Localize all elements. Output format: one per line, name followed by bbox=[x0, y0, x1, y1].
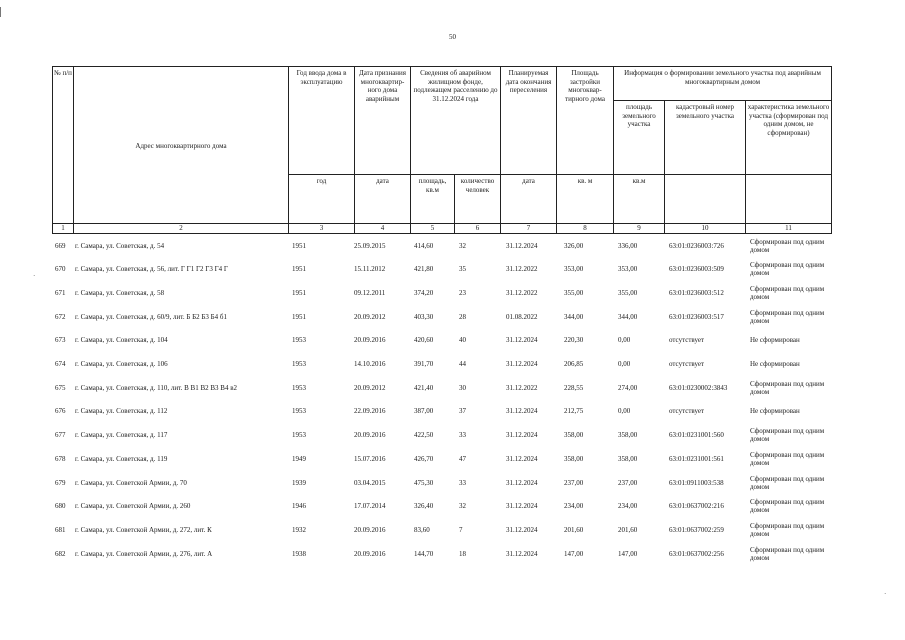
row-planned-date: 31.12.2022 bbox=[506, 383, 538, 392]
row-planned-date: 31.12.2024 bbox=[506, 360, 538, 368]
row-planned-date: 31.12.2024 bbox=[506, 407, 538, 416]
row-characteristic: Сформирован под одним домом bbox=[750, 284, 825, 301]
header-address: Адрес многоквартирного дома bbox=[74, 67, 289, 224]
row-land-area: 201,60 bbox=[618, 525, 638, 534]
table-row bbox=[52, 376, 831, 399]
header-building-area: Площадь застройки многоквар-тирного дома bbox=[557, 67, 614, 175]
row-people: 32 bbox=[459, 502, 466, 511]
row-number: 670 bbox=[55, 265, 66, 274]
row-number: 678 bbox=[55, 454, 66, 463]
unit-land-sqm: кв.м bbox=[614, 175, 665, 224]
row-year: 1951 bbox=[292, 241, 306, 250]
row-address: г. Самара, ул. Советской Армии, д. 272, лит. К bbox=[75, 525, 212, 534]
row-planned-date: 31.12.2024 bbox=[506, 525, 538, 534]
row-address: г. Самара, ул. Советская, д. 56, лит. Г Г1 Г2 Г3 Г4 Г bbox=[75, 265, 228, 274]
row-area: 326,40 bbox=[414, 502, 434, 511]
row-cadastral: 63:01:0637002:216 bbox=[669, 502, 724, 511]
row-characteristic: Сформирован под одним домом bbox=[750, 237, 825, 254]
row-date: 22.09.2016 bbox=[354, 407, 386, 416]
row-land-area: 336,00 bbox=[618, 241, 638, 250]
row-date: 20.09.2012 bbox=[354, 312, 386, 321]
row-cadastral: отсутствует bbox=[669, 407, 705, 416]
row-planned-date: 31.12.2024 bbox=[506, 336, 538, 345]
row-planned-date: 31.12.2024 bbox=[506, 502, 538, 511]
row-area: 422,50 bbox=[414, 431, 434, 440]
table-row bbox=[52, 518, 831, 541]
row-characteristic: Сформирован под одним домом bbox=[750, 427, 825, 444]
row-characteristic: Не сформирован bbox=[750, 407, 800, 416]
row-planned-date: 31.12.2022 bbox=[506, 265, 538, 274]
row-year: 1939 bbox=[292, 478, 306, 487]
col-number: 3 bbox=[289, 224, 355, 234]
row-building-area: 212,75 bbox=[564, 407, 584, 416]
row-address: г. Самара, ул. Советская, д. 110, лит. В В1 В2 В3 В4 в2 bbox=[75, 383, 238, 392]
row-date: 15.07.2016 bbox=[354, 454, 386, 463]
header-year: Год ввода дома в эксплуатацию bbox=[289, 67, 355, 175]
row-building-area: 326,00 bbox=[564, 241, 584, 250]
row-land-area: 355,00 bbox=[618, 288, 638, 297]
row-land-area: 344,00 bbox=[618, 312, 638, 321]
row-land-area: 0,00 bbox=[618, 407, 631, 416]
row-people: 30 bbox=[459, 383, 466, 392]
row-building-area: 353,00 bbox=[564, 265, 584, 274]
row-year: 1938 bbox=[292, 549, 306, 558]
row-number: 679 bbox=[55, 478, 66, 487]
row-year: 1949 bbox=[292, 454, 306, 463]
row-cadastral: 63:01:0637002:256 bbox=[669, 549, 724, 558]
row-land-area: 274,00 bbox=[618, 383, 638, 392]
row-building-area: 234,00 bbox=[564, 502, 584, 511]
row-number: 673 bbox=[55, 336, 66, 345]
row-planned-date: 31.12.2024 bbox=[506, 549, 538, 558]
unit-year: год bbox=[289, 175, 355, 224]
row-address: г. Самара, ул. Советская, д. 119 bbox=[75, 454, 168, 463]
col-number: 5 bbox=[411, 224, 455, 234]
row-cadastral: 63:01:0230002:3843 bbox=[669, 383, 728, 392]
row-date: 20.09.2016 bbox=[354, 336, 386, 345]
row-area: 391,70 bbox=[414, 360, 434, 368]
row-land-area: 237,00 bbox=[618, 478, 638, 487]
row-characteristic: Сформирован под одним домом bbox=[750, 498, 825, 515]
col-number: 7 bbox=[501, 224, 557, 234]
row-building-area: 147,00 bbox=[564, 549, 584, 558]
row-number: 675 bbox=[55, 383, 66, 392]
row-number: 672 bbox=[55, 312, 66, 321]
scan-edge-mark bbox=[0, 7, 1, 17]
row-address: г. Самара, ул. Советская, д. 60/9, лит. Б Б2 Б3 Б4 б1 bbox=[75, 312, 227, 321]
row-people: 44 bbox=[459, 360, 466, 368]
row-year: 1951 bbox=[292, 312, 306, 321]
header-recognition-date: Дата признания многоквартир-ного дома аварийным bbox=[355, 67, 411, 175]
table-row bbox=[52, 305, 831, 328]
row-number: 671 bbox=[55, 288, 66, 297]
row-date: 25.09.2015 bbox=[354, 241, 386, 250]
row-characteristic: Сформирован под одним домом bbox=[750, 450, 825, 467]
unit-empty bbox=[746, 175, 832, 224]
unit-empty bbox=[665, 175, 746, 224]
row-cadastral: 63:01:0231001:560 bbox=[669, 431, 724, 440]
row-year: 1953 bbox=[292, 383, 306, 392]
row-cadastral: 63:01:0236003:512 bbox=[669, 288, 724, 297]
unit-people: количество человек bbox=[455, 175, 501, 224]
row-year: 1953 bbox=[292, 336, 306, 345]
row-planned-date: 31.12.2024 bbox=[506, 241, 538, 250]
header-characteristic: характеристика земельного участка (сформирован под одним домом, не сформирован) bbox=[746, 101, 832, 175]
unit-date: дата bbox=[355, 175, 411, 224]
row-land-area: 0,00 bbox=[618, 336, 631, 345]
unit-building-sqm: кв. м bbox=[557, 175, 614, 224]
row-date: 20.09.2016 bbox=[354, 431, 386, 440]
col-number: 11 bbox=[746, 224, 832, 234]
row-year: 1951 bbox=[292, 288, 306, 297]
row-building-area: 201,60 bbox=[564, 525, 584, 534]
row-number: 677 bbox=[55, 431, 66, 440]
unit-planned-date: дата bbox=[501, 175, 557, 224]
row-characteristic: Сформирован под одним домом bbox=[750, 379, 825, 396]
row-land-area: 358,00 bbox=[618, 431, 638, 440]
row-building-area: 358,00 bbox=[564, 431, 584, 440]
row-year: 1946 bbox=[292, 502, 306, 511]
row-date: 03.04.2015 bbox=[354, 478, 386, 487]
row-date: 20.09.2012 bbox=[354, 383, 386, 392]
row-planned-date: 31.12.2024 bbox=[506, 431, 538, 440]
row-cadastral: 63:01:0911003:538 bbox=[669, 478, 724, 487]
row-address: г. Самара, ул. Советской Армии, д. 260 bbox=[75, 502, 191, 511]
table-header bbox=[52, 66, 831, 232]
row-land-area: 0,00 bbox=[618, 360, 631, 368]
row-people: 7 bbox=[459, 525, 463, 534]
row-year: 1951 bbox=[292, 265, 306, 274]
row-cadastral: отсутствует bbox=[669, 360, 705, 368]
row-address: г. Самара, ул. Советской Армии, д. 70 bbox=[75, 478, 187, 487]
row-cadastral: 63:01:0231001:561 bbox=[669, 454, 724, 463]
row-planned-date: 31.12.2022 bbox=[506, 288, 538, 297]
row-area: 420,60 bbox=[414, 336, 434, 345]
row-planned-date: 31.12.2024 bbox=[506, 454, 538, 463]
table-row bbox=[52, 471, 831, 494]
row-date: 09.12.2011 bbox=[354, 288, 386, 297]
row-date: 17.07.2014 bbox=[354, 502, 386, 511]
table-row bbox=[52, 447, 831, 470]
header-cadastral: кадастровый номер земельного участка bbox=[665, 101, 746, 175]
row-building-area: 237,00 bbox=[564, 478, 584, 487]
row-land-area: 353,00 bbox=[618, 265, 638, 274]
row-building-area: 344,00 bbox=[564, 312, 584, 321]
col-number: 2 bbox=[74, 224, 289, 234]
row-date: 14.10.2016 bbox=[354, 360, 386, 368]
row-year: 1953 bbox=[292, 431, 306, 440]
row-area: 374,20 bbox=[414, 288, 434, 297]
table-row bbox=[52, 495, 831, 518]
row-people: 23 bbox=[459, 288, 466, 297]
table-row bbox=[52, 353, 831, 376]
row-address: г. Самара, ул. Советская, д. 117 bbox=[75, 431, 168, 440]
row-number: 680 bbox=[55, 502, 66, 511]
row-number: 669 bbox=[55, 241, 66, 250]
row-area: 414,60 bbox=[414, 241, 434, 250]
row-address: г. Самара, ул. Советская, д. 106 bbox=[75, 360, 168, 368]
row-cadastral: 63:01:0236003:517 bbox=[669, 312, 724, 321]
row-cadastral: 63:01:0236003:726 bbox=[669, 241, 724, 250]
row-year: 1953 bbox=[292, 360, 306, 368]
page-number: 50 bbox=[449, 33, 456, 41]
col-number: 4 bbox=[355, 224, 411, 234]
row-cadastral: отсутствует bbox=[669, 336, 705, 345]
row-cadastral: 63:01:0236003:509 bbox=[669, 265, 724, 274]
header-land-info: Информация о формировании земельного участка под аварийным многоквартирным домом bbox=[614, 67, 832, 101]
table-row bbox=[52, 400, 831, 423]
row-number: 676 bbox=[55, 407, 66, 416]
row-building-area: 206,85 bbox=[564, 360, 584, 368]
row-people: 47 bbox=[459, 454, 466, 463]
row-building-area: 220,30 bbox=[564, 336, 584, 345]
row-people: 18 bbox=[459, 549, 466, 558]
row-area: 426,70 bbox=[414, 454, 434, 463]
row-area: 83,60 bbox=[414, 525, 430, 534]
table-row bbox=[52, 258, 831, 281]
scan-speck: · bbox=[884, 590, 887, 598]
col-number: 10 bbox=[665, 224, 746, 234]
row-area: 403,30 bbox=[414, 312, 434, 321]
row-building-area: 228,55 bbox=[564, 383, 584, 392]
row-characteristic: Сформирован под одним домом bbox=[750, 521, 825, 538]
scan-speck: · bbox=[33, 272, 36, 280]
row-cadastral: 63:01:0637002:259 bbox=[669, 525, 724, 534]
row-number: 682 bbox=[55, 549, 66, 558]
col-number: 1 bbox=[53, 224, 74, 234]
row-people: 32 bbox=[459, 241, 466, 250]
row-address: г. Самара, ул. Советская, д. 104 bbox=[75, 336, 168, 345]
header-number: № п/п bbox=[53, 67, 74, 224]
row-area: 421,80 bbox=[414, 265, 434, 274]
row-address: г. Самара, ул. Советская, д. 54 bbox=[75, 241, 165, 250]
row-people: 28 bbox=[459, 312, 466, 321]
row-date: 20.09.2016 bbox=[354, 549, 386, 558]
unit-area: площадь, кв.м bbox=[411, 175, 455, 224]
row-area: 144,70 bbox=[414, 549, 434, 558]
header-housing-info: Сведения об аварийном жилищном фонде, подлежащем расселению до 31.12.2024 года bbox=[411, 67, 501, 175]
row-date: 15.11.2012 bbox=[354, 265, 386, 274]
row-number: 681 bbox=[55, 525, 66, 534]
table-row bbox=[52, 329, 831, 352]
table-row bbox=[52, 281, 831, 304]
row-address: г. Самара, ул. Советская, д. 112 bbox=[75, 407, 168, 416]
row-land-area: 234,00 bbox=[618, 502, 638, 511]
row-people: 40 bbox=[459, 336, 466, 345]
table-row bbox=[52, 234, 831, 257]
row-year: 1932 bbox=[292, 525, 306, 534]
col-number: 9 bbox=[614, 224, 665, 234]
row-building-area: 355,00 bbox=[564, 288, 584, 297]
row-number: 674 bbox=[55, 360, 66, 368]
row-characteristic: Не сформирован bbox=[750, 336, 800, 345]
row-people: 35 bbox=[459, 265, 466, 274]
row-year: 1953 bbox=[292, 407, 306, 416]
row-characteristic: Сформирован под одним домом bbox=[750, 261, 825, 278]
row-area: 475,30 bbox=[414, 478, 434, 487]
row-area: 421,40 bbox=[414, 383, 434, 392]
row-land-area: 147,00 bbox=[618, 549, 638, 558]
row-people: 37 bbox=[459, 407, 466, 416]
row-characteristic: Не сформирован bbox=[750, 360, 800, 368]
col-number: 6 bbox=[455, 224, 501, 234]
table-row bbox=[52, 424, 831, 447]
row-area: 387,00 bbox=[414, 407, 434, 416]
row-characteristic: Сформирован под одним домом bbox=[750, 474, 825, 491]
row-people: 33 bbox=[459, 431, 466, 440]
row-characteristic: Сформирован под одним домом bbox=[750, 308, 825, 325]
row-planned-date: 01.08.2022 bbox=[506, 312, 538, 321]
row-characteristic: Сформирован под одним домом bbox=[750, 545, 825, 562]
header-land-area: площадь земельного участка bbox=[614, 101, 665, 175]
row-land-area: 358,00 bbox=[618, 454, 638, 463]
row-people: 33 bbox=[459, 478, 466, 487]
table-row bbox=[52, 542, 831, 565]
row-planned-date: 31.12.2024 bbox=[506, 478, 538, 487]
col-number: 8 bbox=[557, 224, 614, 234]
row-building-area: 358,00 bbox=[564, 454, 584, 463]
row-address: г. Самара, ул. Советской Армии, д. 276, лит. А bbox=[75, 549, 213, 558]
row-date: 20.09.2016 bbox=[354, 525, 386, 534]
header-planned-date: Планируемая дата окончания переселения bbox=[501, 67, 557, 175]
row-address: г. Самара, ул. Советская, д. 58 bbox=[75, 288, 165, 297]
